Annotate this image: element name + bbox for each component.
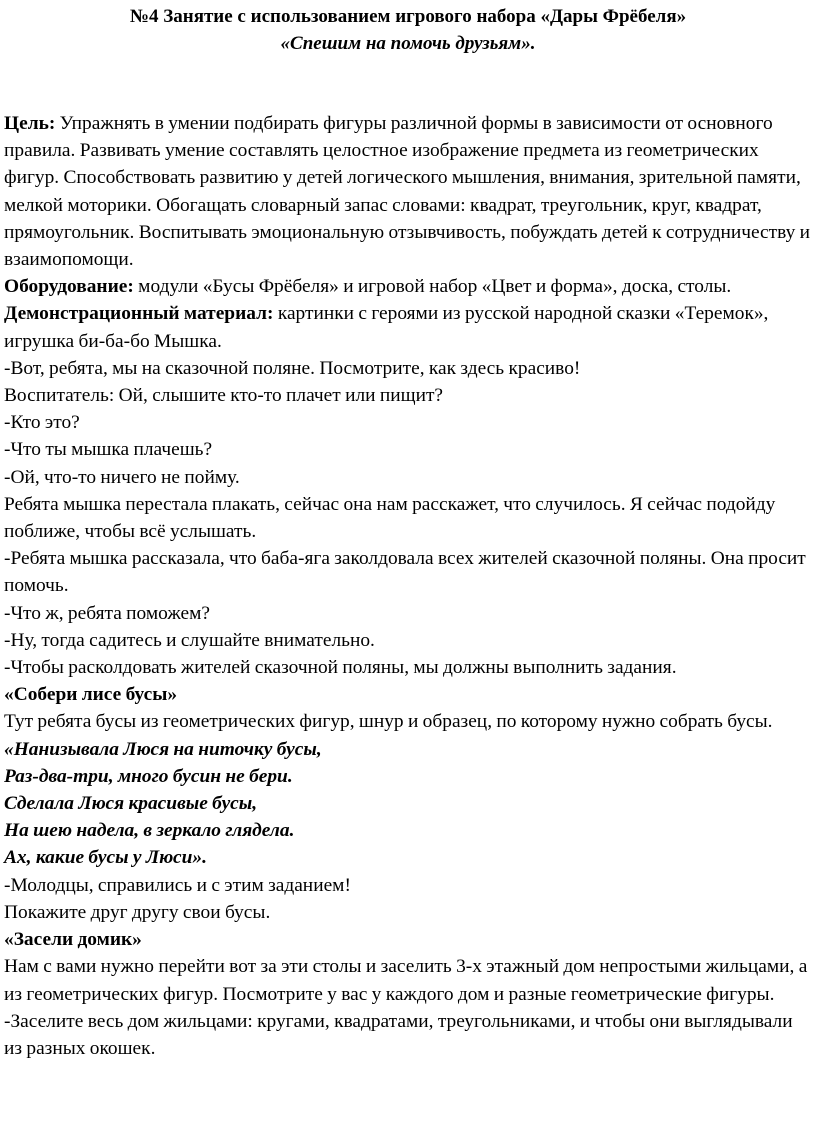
- document-subtitle: «Спешим на помочь друзьям».: [280, 33, 536, 54]
- goal-text: Упражнять в умении подбирать фигуры различной формы в зависимости от основного правила. Развивать умение составлять целостное изображение предмета из геометрических фигур. Способствовать развитию у детей логического мышления, внимания, зрительной памяти, мелкой моторики. Обогащать словарный запас словами: квадрат, треугольник, круг, квадрат, прямоугольник. Воспитывать эмоциональную отзывчивость, побуждать детей к сотрудничеству и взаимопомощи.: [4, 113, 811, 271]
- poem-line: Ах, какие бусы у Люси».: [4, 847, 207, 869]
- dialogue-line: -Чтобы расколдовать жителей сказочной поляны, мы должны выполнить задания.: [4, 657, 677, 679]
- dialogue-line: -Молодцы, справились и с этим заданием!: [4, 874, 351, 896]
- dialogue-line: Покажите друг другу свои бусы.: [4, 901, 271, 923]
- equipment-text: модули «Бусы Фрёбеля» и игровой набор «Цвет и форма», доска, столы.: [133, 276, 732, 298]
- demo-paragraph: [4, 300, 812, 354]
- poem-line: «Нанизывала Люся на ниточку бусы,: [4, 738, 322, 760]
- poem-line: Сделала Люся красивые бусы,: [4, 793, 258, 815]
- dialogue-line: Воспитатель: Ой, слышите кто-то плачет или пищит?: [4, 385, 444, 407]
- demo-label: Демонстрационный материал:: [4, 303, 274, 325]
- task1-heading: «Собери лисе бусы»: [4, 684, 178, 706]
- task1-text: Тут ребята бусы из геометрических фигур, шнур и образец, по которому нужно собрать бусы.: [4, 711, 773, 733]
- dialogue-line: -Ой, что-то ничего не пойму.: [4, 466, 240, 488]
- poem-line: На шею надела, в зеркало глядела.: [4, 820, 295, 842]
- task2-text: -Заселите весь дом жильцами: кругами, квадратами, треугольниками, и чтобы они выглядывали из разных окошек.: [4, 1010, 793, 1059]
- goal-label: Цель:: [4, 113, 56, 134]
- task2-heading: «Засели домик»: [4, 929, 142, 951]
- dialogue-line: -Что ты мышка плачешь?: [4, 439, 213, 461]
- dialogue-line: -Что ж, ребята поможем?: [4, 602, 210, 624]
- task2-text: Нам с вами нужно перейти вот за эти столы и заселить 3-х этажный дом непростыми жильцами, а из геометрических фигур. Посмотрите у вас у каждого дом и разные геометрические фигуры.: [4, 956, 808, 1005]
- dialogue-line: -Вот, ребята, мы на сказочной поляне. Посмотрите, как здесь красиво!: [4, 357, 581, 379]
- dialogue-line: -Кто это?: [4, 412, 80, 434]
- poem-line: Раз-два-три, много бусин не бери.: [4, 765, 293, 787]
- equipment-paragraph: [4, 273, 812, 300]
- document-body: [4, 110, 812, 1062]
- goal-paragraph: [4, 110, 812, 273]
- equipment-label: Оборудование:: [4, 276, 134, 298]
- document-title: №4 Занятие с использованием игрового набора «Дары Фрёбеля»: [129, 6, 687, 27]
- demo-text: картинки с героями из русской народной сказки «Теремок», игрушка би-ба-бо Мышка.: [4, 303, 769, 352]
- dialogue-line: -Ну, тогда садитесь и слушайте внимательно.: [4, 629, 375, 651]
- dialogue-line: -Ребята мышка рассказала, что баба-яга заколдовала всех жителей сказочной поляны. Она просит помочь.: [4, 548, 806, 597]
- dialogue-line: Ребята мышка перестала плакать, сейчас она нам расскажет, что случилось. Я сейчас подойду поближе, чтобы всё услышать.: [4, 493, 776, 543]
